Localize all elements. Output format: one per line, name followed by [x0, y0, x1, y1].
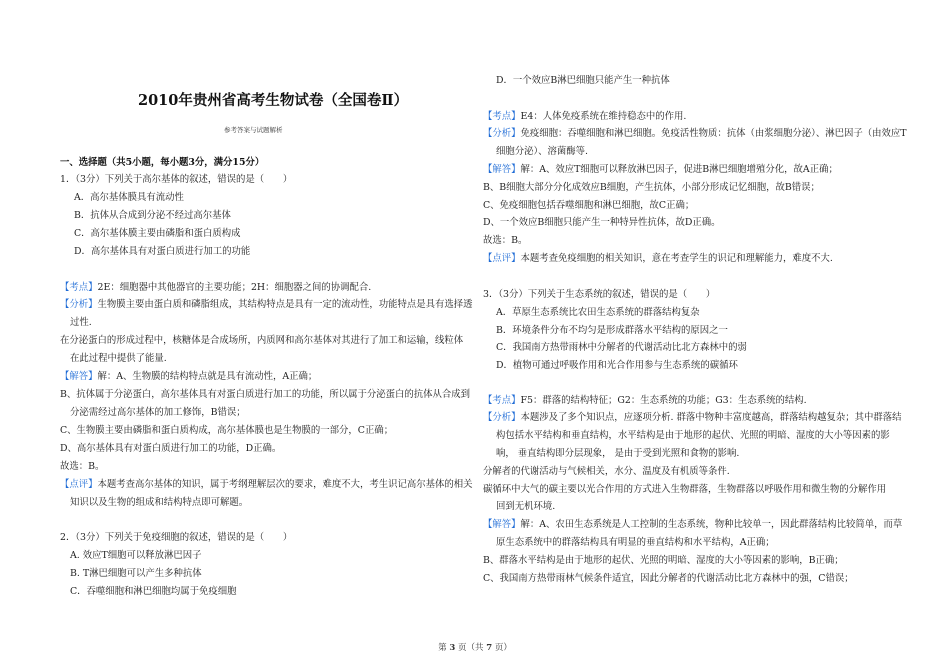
q1-jieda-line4: C、生物膜主要由磷脂和蛋白质构成，高尔基体膜也是生物膜的一部分，C正确；: [60, 425, 394, 436]
q3-kaodian-text: F5：群落的结构特征；G2：生态系统的功能；G3：生态系统的结构.: [520, 395, 807, 406]
q3-jieda: [483, 519, 902, 531]
q2-jieda-line2: B、B细胞大部分分化成效应B细胞，产生抗体，小部分形成记忆细胞，故B错误；: [483, 182, 820, 193]
q3-fenxi: [483, 412, 901, 424]
q2-kaodian: [483, 111, 686, 123]
q2-jieda: [483, 164, 838, 176]
q3-fenxi-line4: 分解者的代谢活动与气候相关，水分、温度及有机质等条件.: [483, 466, 730, 477]
doc-title: 2010年贵州省高考生物试卷（全国卷Ⅱ）: [138, 92, 409, 109]
q3-kaodian: [483, 395, 807, 407]
q3-fenxi-line5: 碳循环中大气的碳主要以光合作用的方式进入生物群落，生物群落以呼吸作用和微生物的分解作用: [483, 484, 887, 495]
q2-option-d: D．一个效应B淋巴细胞只能产生一种抗体: [496, 75, 670, 86]
q2-stem: 2．（3分）下列关于免疫细胞的叙述，错误的是（ ）: [60, 532, 293, 543]
q3-jieda-line4: C、我国南方热带雨林气候条件适宜，因此分解者的代谢活动比北方森林中的强，C错误；: [483, 573, 854, 584]
q1-option-a: A．高尔基体膜具有流动性: [74, 192, 184, 203]
q2-fenxi-text: 免疫细胞：吞噬细胞和淋巴细胞。免疫活性物质：抗体（由浆细胞分泌）、淋巴因子（由效应T: [520, 128, 907, 139]
section-heading: 一、选择题（共5小题，每小题3分，满分15分）: [60, 157, 265, 168]
q2-fenxi: [483, 128, 906, 140]
q1-answer: 故选：B。: [60, 461, 105, 472]
q1-kaodian: [60, 282, 371, 294]
q2-dianping: [483, 253, 833, 265]
q1-fenxi-text: 生物膜主要由蛋白质和磷脂组成，其结构特点是具有一定的流动性，功能特点是具有选择透: [97, 299, 473, 310]
q2-fenxi-line2: 细胞分泌）、溶菌酶等.: [496, 146, 589, 157]
q1-fenxi-line4: 在此过程中提供了能量.: [70, 353, 167, 364]
kaodian-tag: 【考点】: [483, 111, 521, 122]
page-number: 3: [449, 643, 456, 653]
q2-dianping-text: 本题考查免疫细胞的相关知识，意在考查学生的识记和理解能力，难度不大.: [520, 253, 833, 264]
q1-kaodian-text: 2E：细胞器中其他器官的主要功能；2H：细胞器之间的协调配合.: [97, 282, 372, 293]
q1-fenxi: [60, 299, 473, 311]
q3-option-c: C．我国南方热带雨林中分解者的代谢活动比北方森林中的弱: [496, 342, 747, 353]
q2-kaodian-text: E4：人体免疫系统在维持稳态中的作用.: [520, 111, 687, 122]
q1-option-b: B．抗体从合成到分泌不经过高尔基体: [74, 210, 231, 221]
fenxi-tag: 【分析】: [60, 299, 98, 310]
fenxi-tag: 【分析】: [483, 128, 521, 139]
q2-jieda-text: 解：A、效应T细胞可以释放淋巴因子，促进B淋巴细胞增殖分化，故A正确；: [520, 164, 838, 175]
q3-fenxi-line3: 响， 垂直结构即分层现象， 是由于受到光照和食物的影响.: [496, 448, 740, 459]
q3-jieda-line2: 原生态系统中的群落结构具有明显的垂直结构和水平结构，A正确；: [496, 537, 775, 548]
q1-stem: 1．（3分）下列关于高尔基体的叙述，错误的是（ ）: [60, 174, 293, 185]
jieda-tag: 【解答】: [483, 164, 521, 175]
q1-jieda-line3: 分泌需经过高尔基体的加工修饰，B错误；: [70, 407, 246, 418]
q1-option-c: C．高尔基体膜主要由磷脂和蛋白质构成: [74, 228, 241, 239]
q2-jieda-line3: C、免疫细胞包括吞噬细胞和淋巴细胞，故C正确；: [483, 200, 695, 211]
q3-jieda-line3: B、群落水平结构是由于地形的起伏、光照的明暗、湿度的大小等因素的影响，B正确；: [483, 555, 844, 566]
q1-dianping-text: 本题考查高尔基体的知识，属于考纲理解层次的要求，难度不大，考生识记高尔基体的相关: [97, 479, 473, 490]
q3-option-a: A．草原生态系统比农田生态系统的群落结构复杂: [496, 307, 700, 318]
footer-suffix: 页）: [492, 643, 512, 653]
kaodian-tag: 【考点】: [483, 395, 521, 406]
q1-fenxi-line3: 在分泌蛋白的形成过程中，核糖体是合成场所，内质网和高尔基体对其进行了加工和运输，线粒体: [60, 335, 464, 346]
q2-option-b: B. T淋巴细胞可以产生多种抗体: [70, 568, 202, 579]
dianping-tag: 【点评】: [60, 479, 98, 490]
q1-jieda-text: 解：A、生物膜的结构特点就是具有流动性，A正确；: [97, 371, 318, 382]
kaodian-tag: 【考点】: [60, 282, 98, 293]
q3-stem: 3．（3分）下列关于生态系统的叙述，错误的是（ ）: [483, 289, 716, 300]
q1-jieda-line2: B、抗体属于分泌蛋白，高尔基体具有对蛋白质进行加工的功能，所以属于分泌蛋白的抗体从合成到: [60, 389, 471, 400]
q1-jieda: [60, 371, 317, 383]
q3-fenxi-text: 本题涉及了多个知识点，应逐项分析. 群落中物种丰富度越高，群落结构越复杂；其中群落结: [520, 412, 902, 423]
fenxi-tag: 【分析】: [483, 412, 521, 423]
q3-option-b: B．环境条件分布不均匀是形成群落水平结构的原因之一: [496, 325, 728, 336]
footer-prefix: 第: [438, 643, 450, 653]
q2-option-c: C．吞噬细胞和淋巴细胞均属于免疫细胞: [70, 586, 237, 597]
page-total: 7: [486, 643, 493, 653]
footer-middle: 页（共: [455, 643, 487, 653]
page-footer: [0, 641, 950, 653]
q1-option-d: D．高尔基体具有对蛋白质进行加工的功能: [74, 246, 251, 257]
q3-fenxi-line6: 回到无机环境.: [496, 501, 556, 512]
jieda-tag: 【解答】: [60, 371, 98, 382]
q2-answer: 故选：B。: [483, 235, 528, 246]
q1-dianping-line2: 知识以及生物的组成和结构特点即可解题。: [70, 497, 249, 508]
q1-dianping: [60, 479, 473, 491]
dianping-tag: 【点评】: [483, 253, 521, 264]
q2-jieda-line4: D、一个效应B细胞只能产生一种特异性抗体，故D正确。: [483, 217, 721, 228]
q3-jieda-text: 解：A、农田生态系统是人工控制的生态系统，物种比较单一，因此群落结构比较简单，而草: [520, 519, 903, 530]
q3-fenxi-line2: 构包括水平结构和垂直结构，水平结构是由于地形的起伏、光照的明暗、湿度的大小等因素的影: [496, 430, 890, 441]
jieda-tag: 【解答】: [483, 519, 521, 530]
q2-option-a: A. 效应T细胞可以释放淋巴因子: [70, 550, 202, 561]
q1-fenxi-line2: 过性.: [70, 317, 92, 328]
q1-jieda-line5: D、高尔基体具有对蛋白质进行加工的功能，D正确。: [60, 443, 282, 454]
q3-option-d: D．植物可通过呼吸作用和光合作用参与生态系统的碳循环: [496, 360, 738, 371]
doc-subtitle: 参考答案与试题解析: [224, 126, 283, 134]
